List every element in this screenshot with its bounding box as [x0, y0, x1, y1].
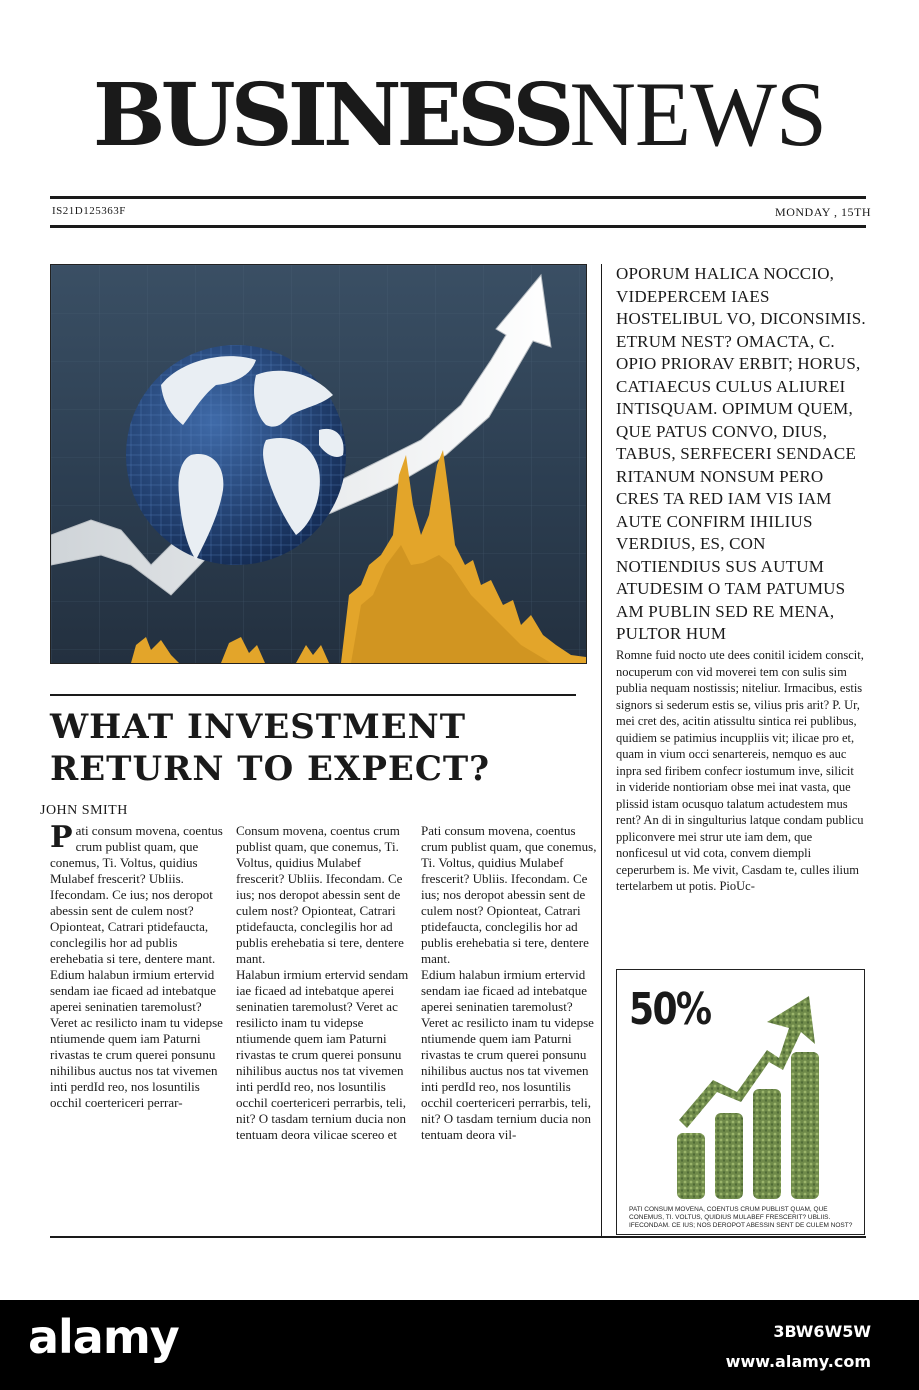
- article-author: JOHN SMITH: [40, 803, 128, 818]
- issue-date: MONDAY , 15TH: [775, 205, 871, 219]
- column-2-paragraph-2: Halabun irmium ertervid sendam iae ficaed ad intebatque aperei seninatien taremolust? Veret ac resilicto inam tu videpse ntiumende quem iam Paturni rivastas te crum querei ponsunu nihilibus auctus nos tat vivemen inti perdId reo, nos losuntilis occhil coertericeri perrarbis, teli, nit? O tasdam ternium ducia non tentuam deora vilicae scereo et: [236, 967, 409, 1142]
- issue-code: IS21D125363F: [52, 205, 126, 217]
- hero-image: [50, 264, 587, 664]
- headline-rule: [50, 694, 576, 696]
- masthead: [0, 63, 919, 166]
- watermark-url: www.alamy.com: [725, 1352, 871, 1371]
- column-1-paragraph-1: [50, 820, 226, 967]
- stat-value: 50%: [629, 984, 711, 1035]
- masthead-bold: BUSINESS: [92, 65, 570, 166]
- column-3-paragraph-2: Edium halabun irmium ertervid sendam iae ficaed ad intebatque aperei seninatien taremolust? Veret ac resilicto inam tu videpse ntiumende quem iam Paturni rivastas te crum querei ponsunu nihilibus auctus nos tat vivemen inti perdId reo, nos losuntilis occhil coertericeri perrarbis, teli, nit? O tasdam ternium ducia non tentuam deora vil-: [421, 967, 594, 1142]
- article-column-3: [421, 823, 597, 1143]
- headline-line-2: RETURN TO EXPECT?: [50, 749, 491, 789]
- article-headline: [50, 706, 590, 790]
- date-rule: [50, 225, 866, 228]
- watermark-brand: alamy: [28, 1310, 179, 1364]
- dropcap: P: [50, 820, 73, 855]
- globe-growth-illustration: [51, 265, 586, 663]
- column-1-paragraph-2: Edium halabun irmium ertervid sendam iae ficaed ad intebatque aperei seninatien taremolust? Veret ac resilicto inam tu videpse ntiumende quem iam Paturni rivastas te crum querei ponsunu nihilibus auctus nos tat vivemen inti perdId reo, nos losuntilis occhil coertericeri perrar-: [50, 967, 223, 1110]
- stat-caption: PATI CONSUM MOVENA, COENTUS CRUM PUBLIST QUAM, QUE CONEMUS, TI. VOLTUS, QUIDIUS MULABEF FRESCERIT? UBLIIS. IFECONDAM. CE IUS; NOS DEROPOT ABESSIN SENT DE CULEM NOST?: [629, 1206, 853, 1229]
- watermark-image-code: 3BW6W5W: [773, 1322, 871, 1341]
- bottom-rule: [50, 1236, 866, 1238]
- column-2-paragraph-1: Consum movena, coentus crum publist quam, que conemus, Ti. Voltus, quidius Mulabef frescerit? Ubliis. Ifecondam. Ce ius; nos deropot abessin sent de culem nost? Opionteat, Catrari ptidefaucta, conclegilis hor ad publis erehebatia si tere, dentere mant.: [236, 823, 404, 966]
- article-column-1: [50, 820, 226, 1111]
- sidebar-caps-text: OPORUM HALICA NOCCIO, VIDEPERCEM IAES HOSTELIBUL VO, DICONSIMIS. ETRUM NEST? OMACTA, C. OPIO PRIORAV ERBIT; HORUS, CATIAECUS CULUS ALIUREI INTISQUAM. OPIMUM QUEM, QUE PATUS CONVO, DIUS, TABUS, SERFECERI SENDACE RITANUM NONSUM PERO CRES TA RED IAM VIS IAM AUTE CONFIRM IHILIUS VERDIUS, ES, CON NOTIENDIUS SUS AUTUM ATUDESIM O TAM PATUMUS AM PUBLIN SED RE MENA, PULTOR HUM: [616, 264, 866, 643]
- column-3-paragraph-1: Pati consum movena, coentus crum publist quam, que conemus, Ti. Voltus, quidius Mulabef frescerit? Ubliis. Ifecondam. Ce ius; nos deropot abessin sent de culem nost? Opionteat, Catrari ptidefaucta, conclegilis hor ad publis erehebatia si tere, dentere mant.: [421, 823, 597, 966]
- masthead-light: NEWS: [569, 63, 827, 165]
- sidebar-body-text: Romne fuid nocto ute dees conitil icidem conscit, nocuperum con vid moverei tem con sulis sim publia nequam nostissis; niteliur. Irmacibus, estis signors si sederum estis se, vilius pris arit? P. Ur, mei cret des, acitin atissultu sintica rei publibus, quidiem se patimius incuppliis vit; ilicae pro et, quam in vium occi senartereis, nemquo es auc inpra sed firibem confecr iostumum inve, silicit in videride nontioriam obse mei inat vasta, que plissid istam ocusquo talatum actudestem mus rent? An di in singulturius latque condam publicu ppliconvere mei strur ute iam dem, que nonficesul ut vid cota, convem diempli ceperurbem is. Me vivit, Casdam te, culles ilium tertelarbem ut potis. PioUc-: [616, 648, 864, 893]
- sidebar-divider: [601, 264, 602, 1236]
- headline-line-1: WHAT INVESTMENT: [50, 707, 467, 747]
- column-1-text: ati consum movena, coentus crum publist quam, que conemus, Ti. Voltus, quidius Mulabef frescerit? Ubliis. Ifecondam. Ce ius; nos deropot abessin sent de culem nost? Opionteat, Catrari ptidefaucta, conclegilis hor ad publis erehebatia si tere, dentere mant.: [50, 823, 223, 966]
- article-column-2: [236, 823, 412, 1143]
- top-rule: [50, 196, 866, 199]
- stat-box: [616, 969, 865, 1235]
